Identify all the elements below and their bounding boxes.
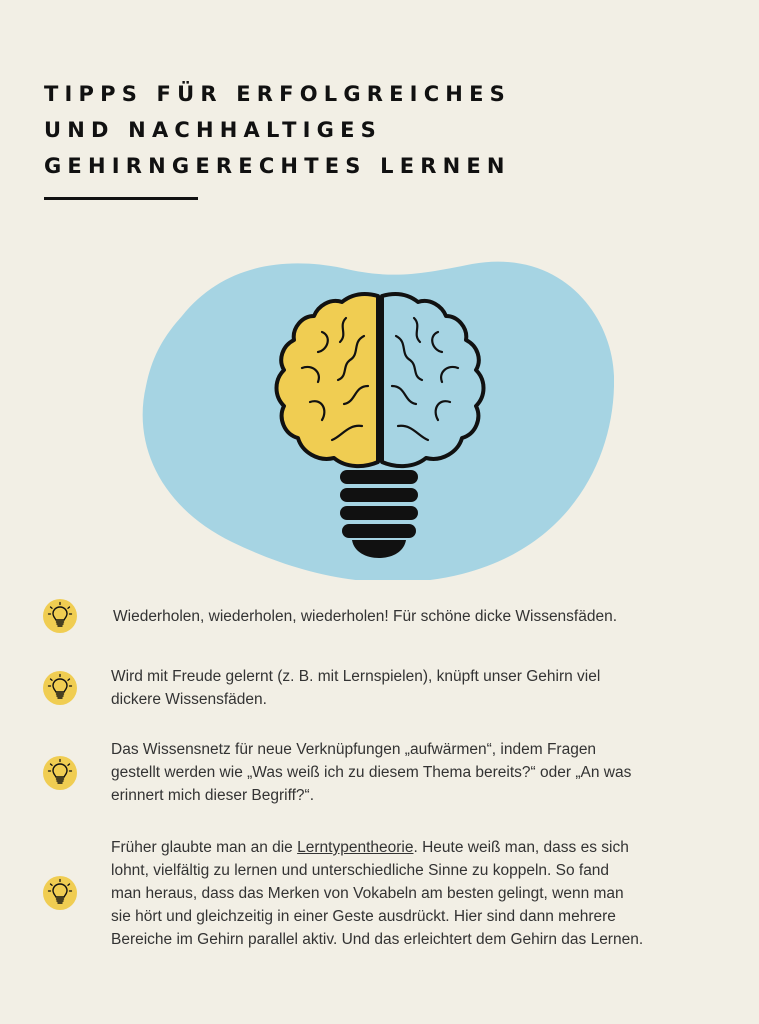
title-divider — [44, 197, 198, 200]
tip-text-3 — [111, 738, 711, 807]
tip-text-2-line-1: Wird mit Freude gelernt (z. B. mit Lernspielen), knüpft unser Gehirn viel — [111, 668, 601, 685]
tip-text-3-line-3: erinnert mich dieser Begriff?“. — [111, 787, 315, 804]
tip-text-2 — [111, 665, 711, 711]
tip-text-4-line-4: sie hört und gleichzeitig in einer Geste ausdrückt. Hier sind dann mehrere — [111, 908, 616, 925]
tip-text-4-line-5: Bereiche im Gehirn parallel aktiv. Und das erleichtert dem Gehirn das Lernen. — [111, 931, 644, 948]
tip-text-4-line-1-post: . Heute weiß man, dass es sich — [413, 839, 629, 856]
tip-text-4-line-2: lohnt, vielfältig zu lernen und unterschiedliche Sinne zu koppeln. So fand — [111, 862, 610, 879]
tip-text-4-line-3: man heraus, dass das Merken von Vokabeln am besten gelingt, wenn man — [111, 885, 624, 902]
title-line-2: UND NACHHALTIGES — [44, 118, 382, 142]
tip-text-2-line-2: dickere Wissensfäden. — [111, 691, 267, 708]
tip-text-4 — [111, 836, 711, 951]
lightbulb-icon — [42, 755, 78, 791]
tip-text-3-line-2: gestellt werden wie „Was weiß ich zu diesem Thema bereits?“ oder „An was — [111, 764, 632, 781]
brain-lightbulb-icon — [142, 256, 614, 580]
title-line-1: TIPPS FÜR ERFOLGREICHES — [44, 82, 511, 106]
page-title — [44, 76, 724, 184]
tip-text-1: Wiederholen, wiederholen, wiederholen! Für schöne dicke Wissensfäden. — [113, 608, 618, 625]
lightbulb-icon — [42, 670, 78, 706]
title-line-3: GEHIRNGERECHTES LERNEN — [44, 154, 511, 178]
tip-text-4-line-1-pre: Früher glaubte man an die — [111, 839, 298, 856]
lerntypentheorie-link[interactable]: Lerntypentheorie — [297, 839, 414, 856]
tip-text-4-line-1 — [111, 836, 711, 859]
tip-text-3-line-1: Das Wissensnetz für neue Verknüpfungen „aufwärmen“, indem Fragen — [111, 741, 597, 758]
lightbulb-icon — [42, 875, 78, 911]
lightbulb-icon — [42, 598, 78, 634]
